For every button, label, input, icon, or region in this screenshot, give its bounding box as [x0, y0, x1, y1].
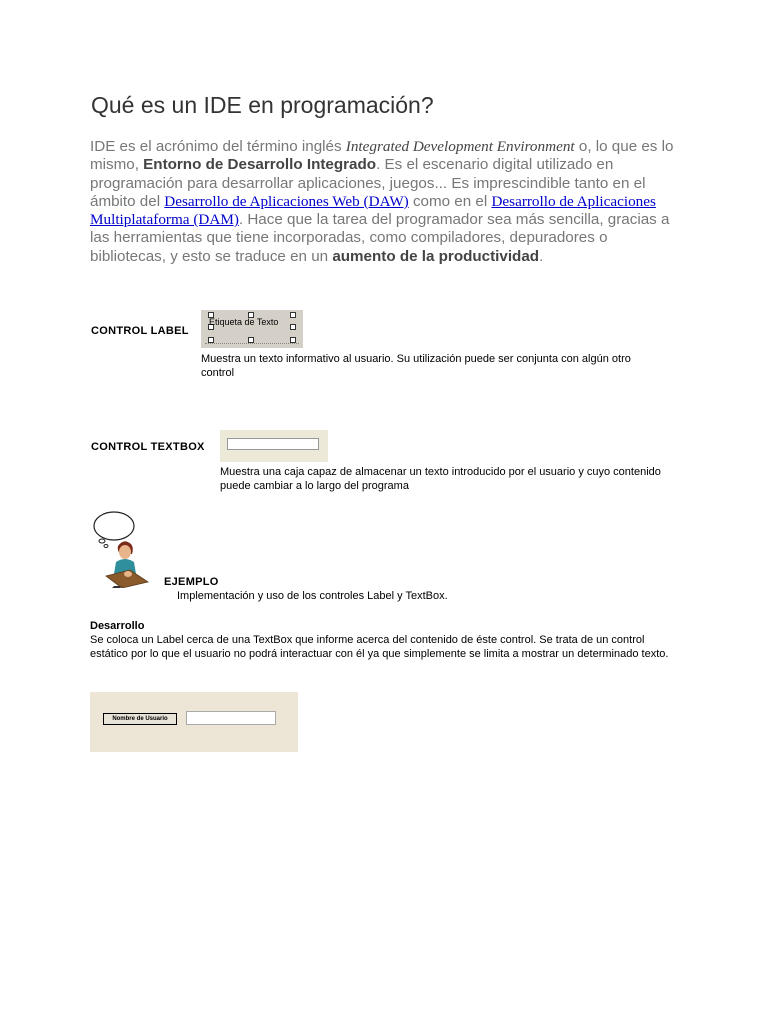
- example-form-image: [90, 692, 298, 752]
- intro-paragraph: [90, 138, 680, 266]
- textbox-field: [227, 438, 319, 450]
- resize-handle: [290, 324, 296, 330]
- intro-text-1: IDE es el acrónimo del término inglés: [90, 138, 346, 155]
- control-textbox-description: Muestra una caja capaz de almacenar un texto introducido por el usuario y cuyo contenido puede cambiar a lo largo del programa: [220, 466, 661, 492]
- example-heading: EJEMPLO: [164, 576, 219, 588]
- intro-term-spanish: Entorno de Desarrollo Integrado: [143, 156, 377, 174]
- development-heading: Desarrollo: [90, 620, 145, 632]
- label-image-text: Etiqueta de Texto: [209, 317, 279, 327]
- page-title: Qué es un IDE en programación?: [91, 92, 434, 118]
- example-textbox: [186, 711, 276, 725]
- control-textbox-heading: CONTROL TEXTBOX: [91, 441, 205, 453]
- development-text: Se coloca un Label cerca de una TextBox que informe acerca del contenido de éste control. Se trata de un control estático por lo que el usuario no podrá interactuar con él ya que simplemente se limita a mostrar un determinado texto.: [90, 634, 669, 660]
- intro-bold-productivity: aumento de la productividad: [332, 247, 540, 265]
- person-writing-clipart: [92, 510, 164, 588]
- intro-text-2: o, lo que es lo mismo,: [90, 138, 674, 174]
- resize-handle: [290, 312, 296, 318]
- intro-text-5: . Hace que la tarea del programador sea más sencilla, gracias a las herramientas que tiene incorporadas, como compiladores, depuradores o bibliotecas, y esto se traduce en un: [90, 211, 670, 265]
- intro-text-3: . Es el escenario digital utilizado en programación para desarrollar aplicaciones, juegos... Es imprescindible tanto en el ámbito del: [90, 156, 646, 210]
- intro-text-6: .: [539, 247, 544, 265]
- example-label: Nombre de Usuario: [103, 713, 177, 725]
- intro-term-english: Integrated Development Environment: [345, 138, 575, 155]
- link-dam[interactable]: Desarrollo de Aplicaciones Multiplataforma (DAM): [90, 192, 656, 229]
- textbox-control-image: [220, 430, 328, 462]
- label-control-image: [201, 310, 303, 348]
- grid-dots: [205, 343, 299, 345]
- intro-text-4: como en el: [408, 192, 492, 210]
- example-subtitle: Implementación y uso de los controles Label y TextBox.: [177, 590, 448, 602]
- control-label-description: Muestra un texto informativo al usuario. Su utilización puede ser conjunta con algún otro control: [201, 353, 631, 379]
- link-daw[interactable]: Desarrollo de Aplicaciones Web (DAW): [164, 192, 409, 210]
- control-label-heading: CONTROL LABEL: [91, 325, 189, 337]
